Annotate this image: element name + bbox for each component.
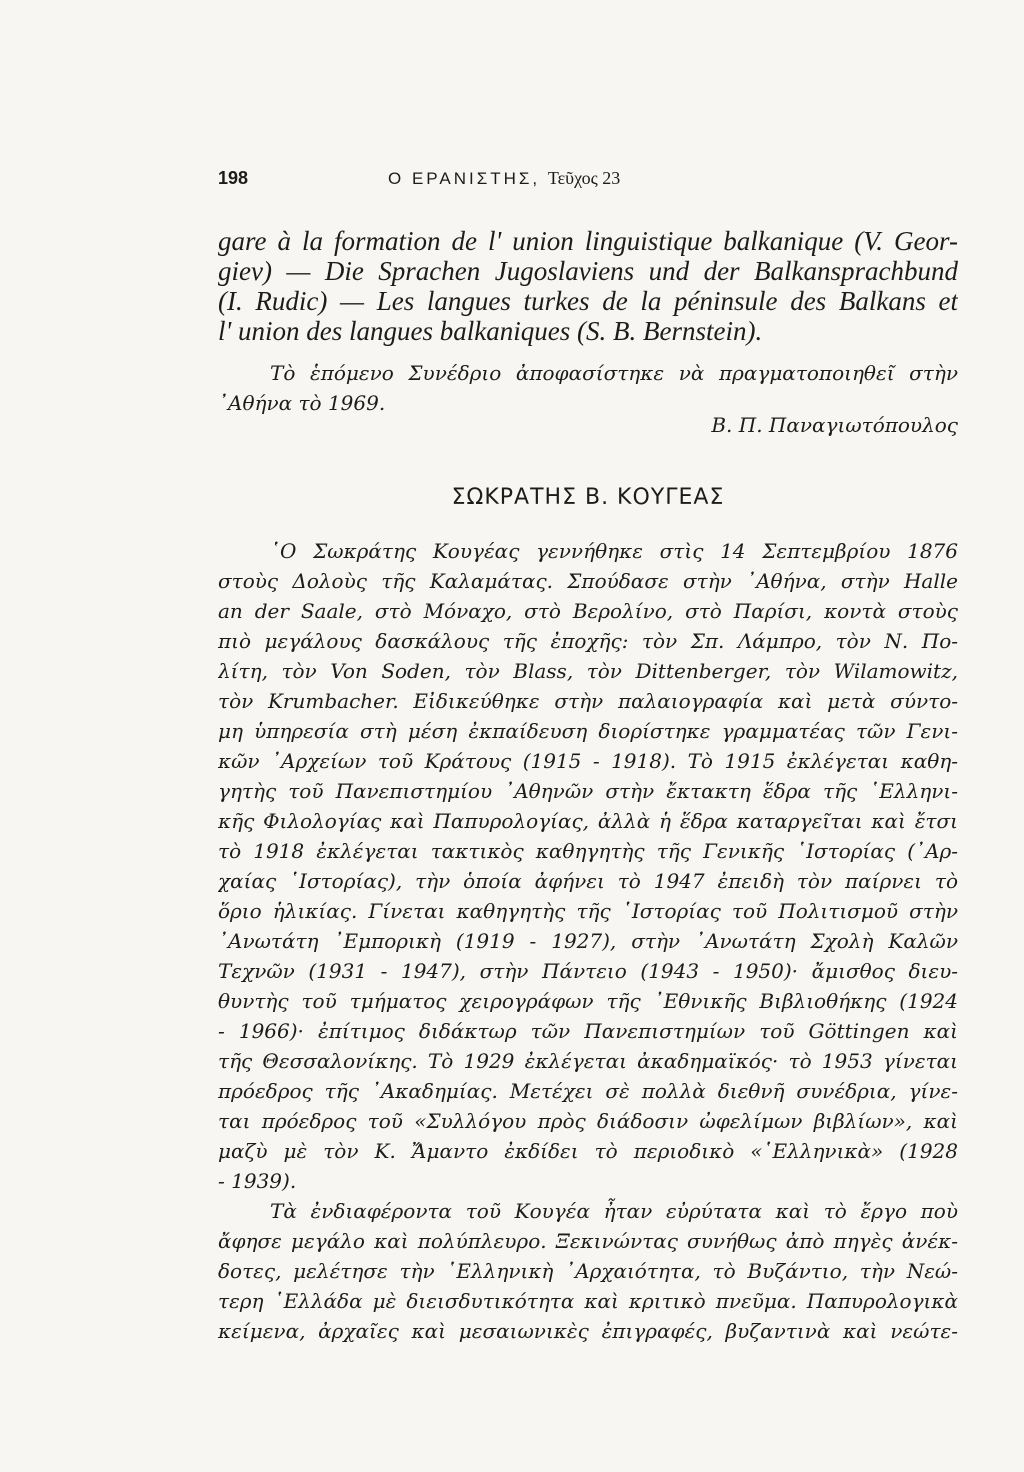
text-line: πιὸ μεγάλους δασκάλους τῆς ἐποχῆς: τὸν Σπ. Λάμπρο, τὸν Ν. Πο- — [218, 629, 958, 653]
text-line: (I. Rudic) — Les langues turkes de la péninsule des Balkans et — [218, 286, 958, 316]
text-line: χαίας ῾Ιστορίας), τὴν ὁποία ἀφήνει τὸ 1947 ἐπειδὴ τὸν παίρνει τὸ — [218, 869, 958, 893]
text-line: κείμενα, ἀρχαῖες καὶ μεσαιωνικὲς ἐπιγραφές, βυζαντινὰ καὶ νεώτε- — [218, 1319, 958, 1343]
journal-name: Ο ΕΡΑΝΙΣΤΗΣ, — [388, 169, 541, 188]
text-line: δοτες, μελέτησε τὴν ῾Ελληνικὴ ᾿Αρχαιότητα, τὸ Βυζάντιο, τὴν Νεώ- — [218, 1259, 958, 1283]
text-line: Τὸ ἑπόμενο Συνέδριο ἀποφασίστηκε νὰ πραγματοποιηθεῖ στὴν — [270, 361, 958, 385]
text-line: ται πρόεδρος τοῦ «Συλλόγου πρὸς διάδοσιν ὠφελίμων βιβλίων», καὶ — [218, 1109, 958, 1133]
text-line: γητὴς τοῦ Πανεπιστημίου ᾿Αθηνῶν στὴν ἔκτακτη ἕδρα τῆς ῾Ελληνι- — [218, 779, 958, 803]
text-line: μαζὺ μὲ τὸν Κ. Ἄμαντο ἐκδίδει τὸ περιοδικὸ «῾Ελληνικὰ» (1928 — [218, 1139, 958, 1163]
text-line: - 1939). — [218, 1169, 297, 1193]
page-number: 198 — [218, 168, 249, 188]
text-line: τῆς Θεσσαλονίκης. Τὸ 1929 ἐκλέγεται ἀκαδημαϊκός· τὸ 1953 γίνεται — [218, 1049, 958, 1073]
biography-paragraph — [218, 536, 958, 1196]
text-line: τὸ 1918 ἐκλέγεται τακτικὸς καθηγητὴς τῆς Γενικῆς ῾Ιστορίας (᾿Αρ- — [218, 839, 958, 863]
text-line: an der Saale, στὸ Μόναχο, στὸ Βερολίνο, στὸ Παρίσι, κοντὰ στοὺς — [218, 599, 958, 623]
section-heading: ΣΩΚΡΑΤΗΣ Β. ΚΟΥΓΕΑΣ — [451, 485, 725, 510]
text-line: - 1966)· ἐπίτιμος διδάκτωρ τῶν Πανεπιστημίων τοῦ Göttingen καὶ — [218, 1019, 958, 1043]
text-line: Τὰ ἐνδιαφέροντα τοῦ Κουγέα ἦταν εὐρύτατα καὶ τὸ ἔργο ποὺ — [270, 1199, 958, 1223]
text-line: ἄφησε μεγάλο καὶ πολύπλευρο. Ξεκινώντας συνήθως ἀπὸ πηγὲς ἀνέκ- — [218, 1229, 958, 1253]
text-line: ὅριο ἡλικίας. Γίνεται καθηγητὴς τῆς ῾Ιστορίας τοῦ Πολιτισμοῦ στὴν — [218, 899, 958, 923]
text-line: λίτη, τὸν Von Soden, τὸν Blass, τὸν Dittenberger, τὸν Wilamowitz, — [218, 659, 958, 683]
text-line: θυντὴς τοῦ τμήματος χειρογράφων τῆς ᾿Εθνικῆς Βιβλιοθήκης (1924 — [218, 989, 958, 1013]
intro-paragraph — [218, 226, 958, 346]
text-line: gare à la formation de l' union linguistique balkanique (V. Geor- — [218, 226, 958, 256]
text-line: l' union des langues balkaniques (S. B. Bernstein). — [218, 316, 763, 346]
text-line: πρόεδρος τῆς ᾿Ακαδημίας. Μετέχει σὲ πολλὰ διεθνῆ συνέδρια, γίνε- — [218, 1079, 958, 1103]
author-signature: Β. Π. Παναγιωτόπουλος — [711, 413, 958, 437]
text-line: τὸν Krumbacher. Εἰδικεύθηκε στὴν παλαιογραφία καὶ μετὰ σύντο- — [218, 689, 958, 713]
works-paragraph — [218, 1196, 958, 1346]
text-line: κῶν ᾿Αρχείων τοῦ Κράτους (1915 - 1918). Τὸ 1915 ἐκλέγεται καθη- — [218, 749, 958, 773]
journal-title — [388, 168, 620, 189]
text-line: τερη ῾Ελλάδα μὲ διεισδυτικότητα καὶ κριτικὸ πνεῦμα. Παπυρολογικὰ — [218, 1289, 958, 1313]
issue-number: Τεῦχος 23 — [547, 168, 621, 188]
text-line: ᾿Αθήνα τὸ 1969. — [218, 391, 386, 415]
text-line: στοὺς Δολοὺς τῆς Καλαμάτας. Σπούδασε στὴν ᾿Αθήνα, στὴν Halle — [218, 569, 958, 593]
congress-paragraph — [218, 358, 958, 418]
text-line: ῾Ο Σωκράτης Κουγέας γεννήθηκε στὶς 14 Σεπτεμβρίου 1876 — [270, 539, 958, 563]
text-line: Τεχνῶν (1931 - 1947), στὴν Πάντειο (1943 - 1950)· ἄμισθος διευ- — [218, 959, 958, 983]
text-line: μη ὑπηρεσία στὴ μέση ἐκπαίδευση διορίστηκε γραμματέας τῶν Γενι- — [218, 719, 958, 743]
text-line: giev) — Die Sprachen Jugoslaviens und der Balkansprachbund — [218, 256, 958, 286]
text-line: κῆς Φιλολογίας καὶ Παπυρολογίας, ἀλλὰ ἡ ἕδρα καταργεῖται καὶ ἔτσι — [218, 809, 958, 833]
text-line: ᾿Ανωτάτη ᾿Εμπορικὴ (1919 - 1927), στὴν ᾿Ανωτάτη Σχολὴ Καλῶν — [218, 929, 958, 953]
running-header — [218, 166, 958, 196]
